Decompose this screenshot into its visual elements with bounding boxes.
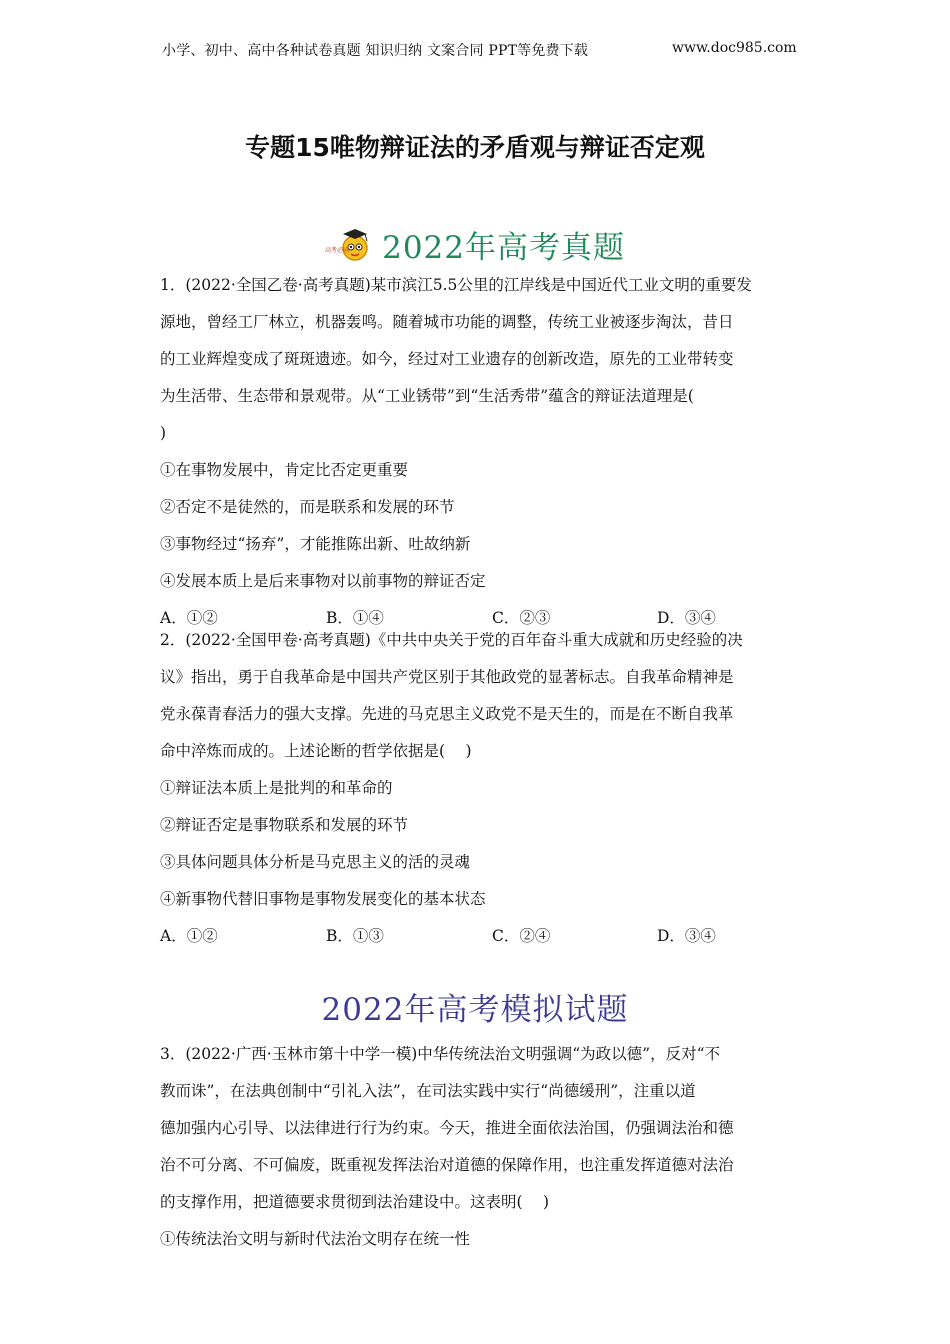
statement-item: ①在事物发展中，肯定比否定更重要 [160,461,409,479]
header-website[interactable]: www.doc985.com [672,40,797,56]
question-line: 2．(2022·全国甲卷·高考真题)《中共中央关于党的百年奋斗重大成就和历史经验的决 [160,631,743,649]
option-a[interactable]: A．①② [160,927,218,945]
question-line: 党永葆青春活力的强大支撑。先进的马克思主义政党不是天生的，而是在不断自我革 [160,705,734,723]
statement-item: ④发展本质上是后来事物对以前事物的辩证否定 [160,572,486,590]
statement-item: ①辩证法本质上是批判的和革命的 [160,779,393,797]
page-header [0,40,950,62]
question-3 [160,1036,790,1258]
question-line: ) [160,424,167,442]
question-1 [160,267,790,637]
banner-title: 2022年高考真题 [382,230,625,266]
question-2 [160,622,790,955]
option-a[interactable]: A．①② [160,609,218,627]
question-line: 德加强内心引导、以法律进行行为约束。今天，推进全面依法治国，仍强调法治和德 [160,1119,734,1137]
document-title: 专题15唯物辩证法的矛盾观与辩证否定观 [245,133,705,162]
question-line: 教而诛”，在法典创制中“引礼入法”，在司法实践中实行“尚德缓刑”，注重以道 [160,1082,696,1100]
option-d[interactable]: D．③④ [657,609,716,627]
answer-options [160,918,790,955]
statement-item: ③事物经过“扬弃”，才能推陈出新、吐故纳新 [160,535,471,553]
statement-item: ②否定不是徒然的，而是联系和发展的环节 [160,498,455,516]
statement-item: ②辩证否定是事物联系和发展的环节 [160,816,409,834]
statement-item: ①传统法治文明与新时代法治文明存在统一性 [160,1230,471,1248]
question-line: 3．(2022·广西·玉林市第十中学一模)中华传统法治文明强调“为政以德”，反对“不 [160,1045,721,1063]
option-b[interactable]: B．①③ [326,927,384,945]
question-line: 1．(2022·全国乙卷·高考真题)某市滨江5.5公里的江岸线是中国近代工业文明的重要发 [160,276,752,294]
statement-item: ③具体问题具体分析是马克思主义的活的灵魂 [160,853,471,871]
question-line: 的支撑作用，把道德要求贯彻到法治建设中。这表明( ) [160,1193,550,1211]
section-banner-real-exam [0,222,950,267]
option-b[interactable]: B．①④ [326,609,384,627]
statement-item: ④新事物代替旧事物是事物发展变化的基本状态 [160,890,486,908]
mascot-logo-icon [325,224,373,266]
question-line: 议》指出，勇于自我革命是中国共产党区别于其他政党的显著标志。自我革命精神是 [160,668,734,686]
question-line: 为生活带、生态带和景观带。从“工业锈带”到“生活秀带”蕴含的辩证法道理是( [160,387,694,405]
option-c[interactable]: C．②④ [492,927,551,945]
section-banner-mock-exam [0,984,950,1029]
question-line: 治不可分离、不可偏废，既重视发挥法治对道德的保障作用，也注重发挥道德对法治 [160,1156,734,1174]
option-d[interactable]: D．③④ [657,927,716,945]
question-line: 命中淬炼而成的。上述论断的哲学依据是( ) [160,742,472,760]
mascot-text: 高考必刷 [325,246,350,254]
question-line: 的工业辉煌变成了斑斑遗迹。如今，经过对工业遗存的创新改造，原先的工业带转变 [160,350,734,368]
banner-title: 2022年高考模拟试题 [321,992,629,1028]
question-line: 源地，曾经工厂林立，机器轰鸣。随着城市功能的调整，传统工业被逐步淘汰，昔日 [160,313,734,331]
option-c[interactable]: C．②③ [492,609,551,627]
header-promo-text: 小学、初中、高中各种试卷真题 知识归纳 文案合同 PPT等免费下载 [162,43,589,59]
